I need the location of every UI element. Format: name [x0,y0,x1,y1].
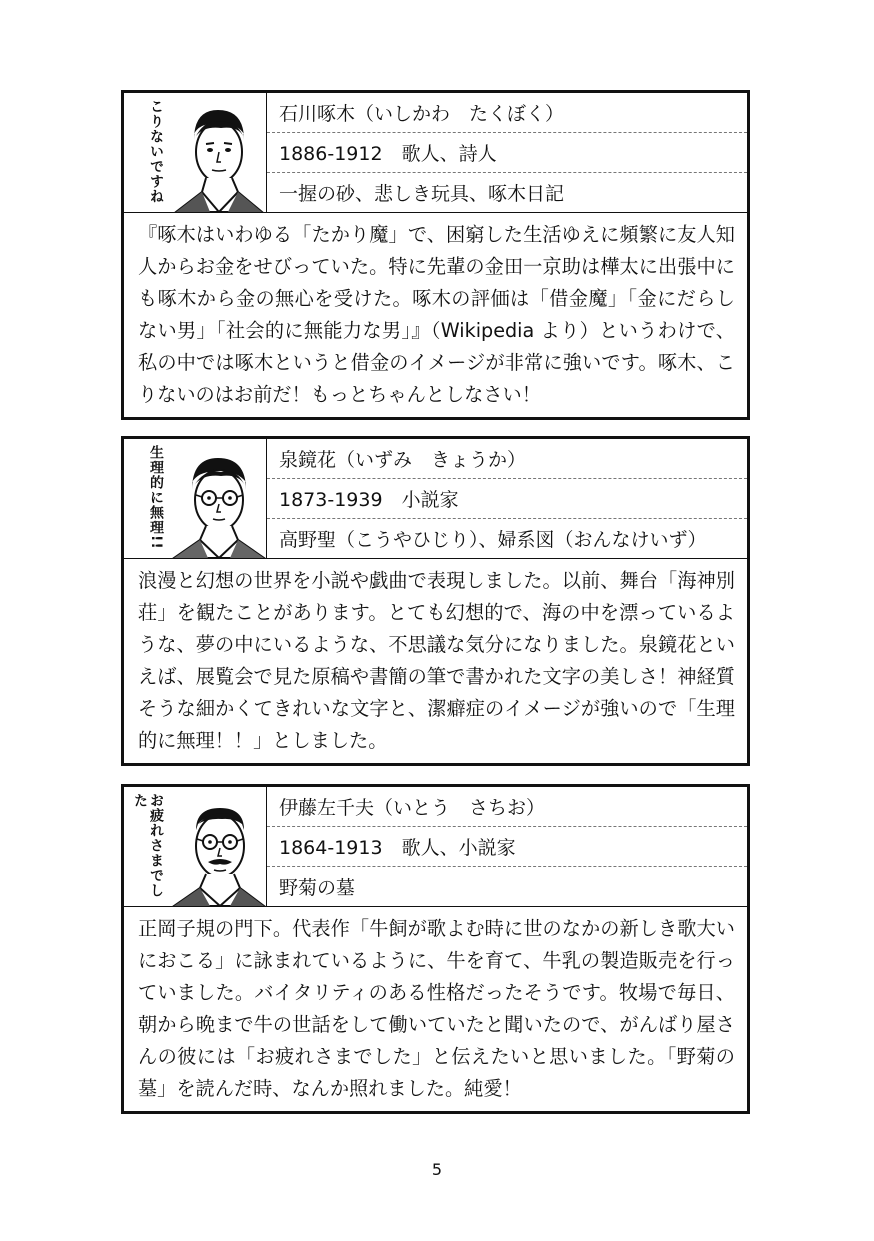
portrait-caption: こりないですね [148,99,164,204]
author-years-role: 1873-1939 小説家 [267,479,747,519]
portrait-kyoka [124,439,267,558]
author-description: 『啄木はいわゆる「たかり魔」で、困窮した生活ゆえに頻繁に友人知人からお金をせびっていた。特に先輩の金田一京助は樺太に出張中にも啄木から金の無心を受けた。啄木の評価は「借金魔」「金にだらしない男」「社会的に無能力な男」』（Wikipedia より）というわけで、私の中では啄木というと借金のイメージが非常に強いです。啄木、こりないのはお前だ！もっとちゃんとしなさい！ [138,223,735,406]
author-card-sachio [121,784,750,1114]
portrait-caption: 生理的に無理!! [148,445,164,550]
author-works: 一握の砂、悲しき玩具、啄木日記 [279,183,565,205]
author-card-kyoka [121,436,750,766]
author-works: 野菊の墓 [279,877,356,899]
author-works: 高野聖（こうやひじり）、婦系図（おんなけいず） [279,529,707,551]
author-description: 浪漫と幻想の世界を小説や戯曲で表現しました。以前、舞台「海神別荘」を観たことがあります。とても幻想的で、海の中を漂っているような、夢の中にいるような、不思議な気分になりました。泉鏡花といえば、展覧会で見た原稿や書簡の筆で書かれた文字の美しさ！神経質そうな細かくてきれいな文字と、潔癖症のイメージが強いので「生理的に無理！！」としました。 [138,569,735,752]
portrait-takuboku [124,93,267,212]
portrait-caption: お疲れさまでした [132,793,164,898]
author-name: 石川啄木（いしかわ たくぼく） [267,93,747,133]
author-name: 泉鏡花（いずみ きょうか） [267,439,747,479]
sachio-portrait-illustration [166,794,266,906]
author-description: 正岡子規の門下。代表作「牛飼が歌よむ時に世のなかの新しき歌大いにおこる」に詠まれているように、牛を育て、牛乳の製造販売を行っていました。バイタリティのある性格だったそうです。牧場で毎日、朝から晩まで牛の世話をして働いていたと聞いたので、がんばり屋さんの彼には「お疲れさまでした」と伝えたいと思いました。「野菊の墓」を読んだ時、なんか照れました。純愛！ [138,917,735,1100]
takuboku-portrait-illustration [166,100,266,212]
author-card-takuboku [121,90,750,420]
author-name: 伊藤左千夫（いとう さちお） [267,787,747,827]
page-number: 5 [431,1160,443,1179]
author-years-role: 1886-1912 歌人、詩人 [267,133,747,173]
kyoka-portrait-illustration [166,446,266,558]
portrait-sachio [124,787,267,906]
author-years-role: 1864-1913 歌人、小説家 [267,827,747,867]
